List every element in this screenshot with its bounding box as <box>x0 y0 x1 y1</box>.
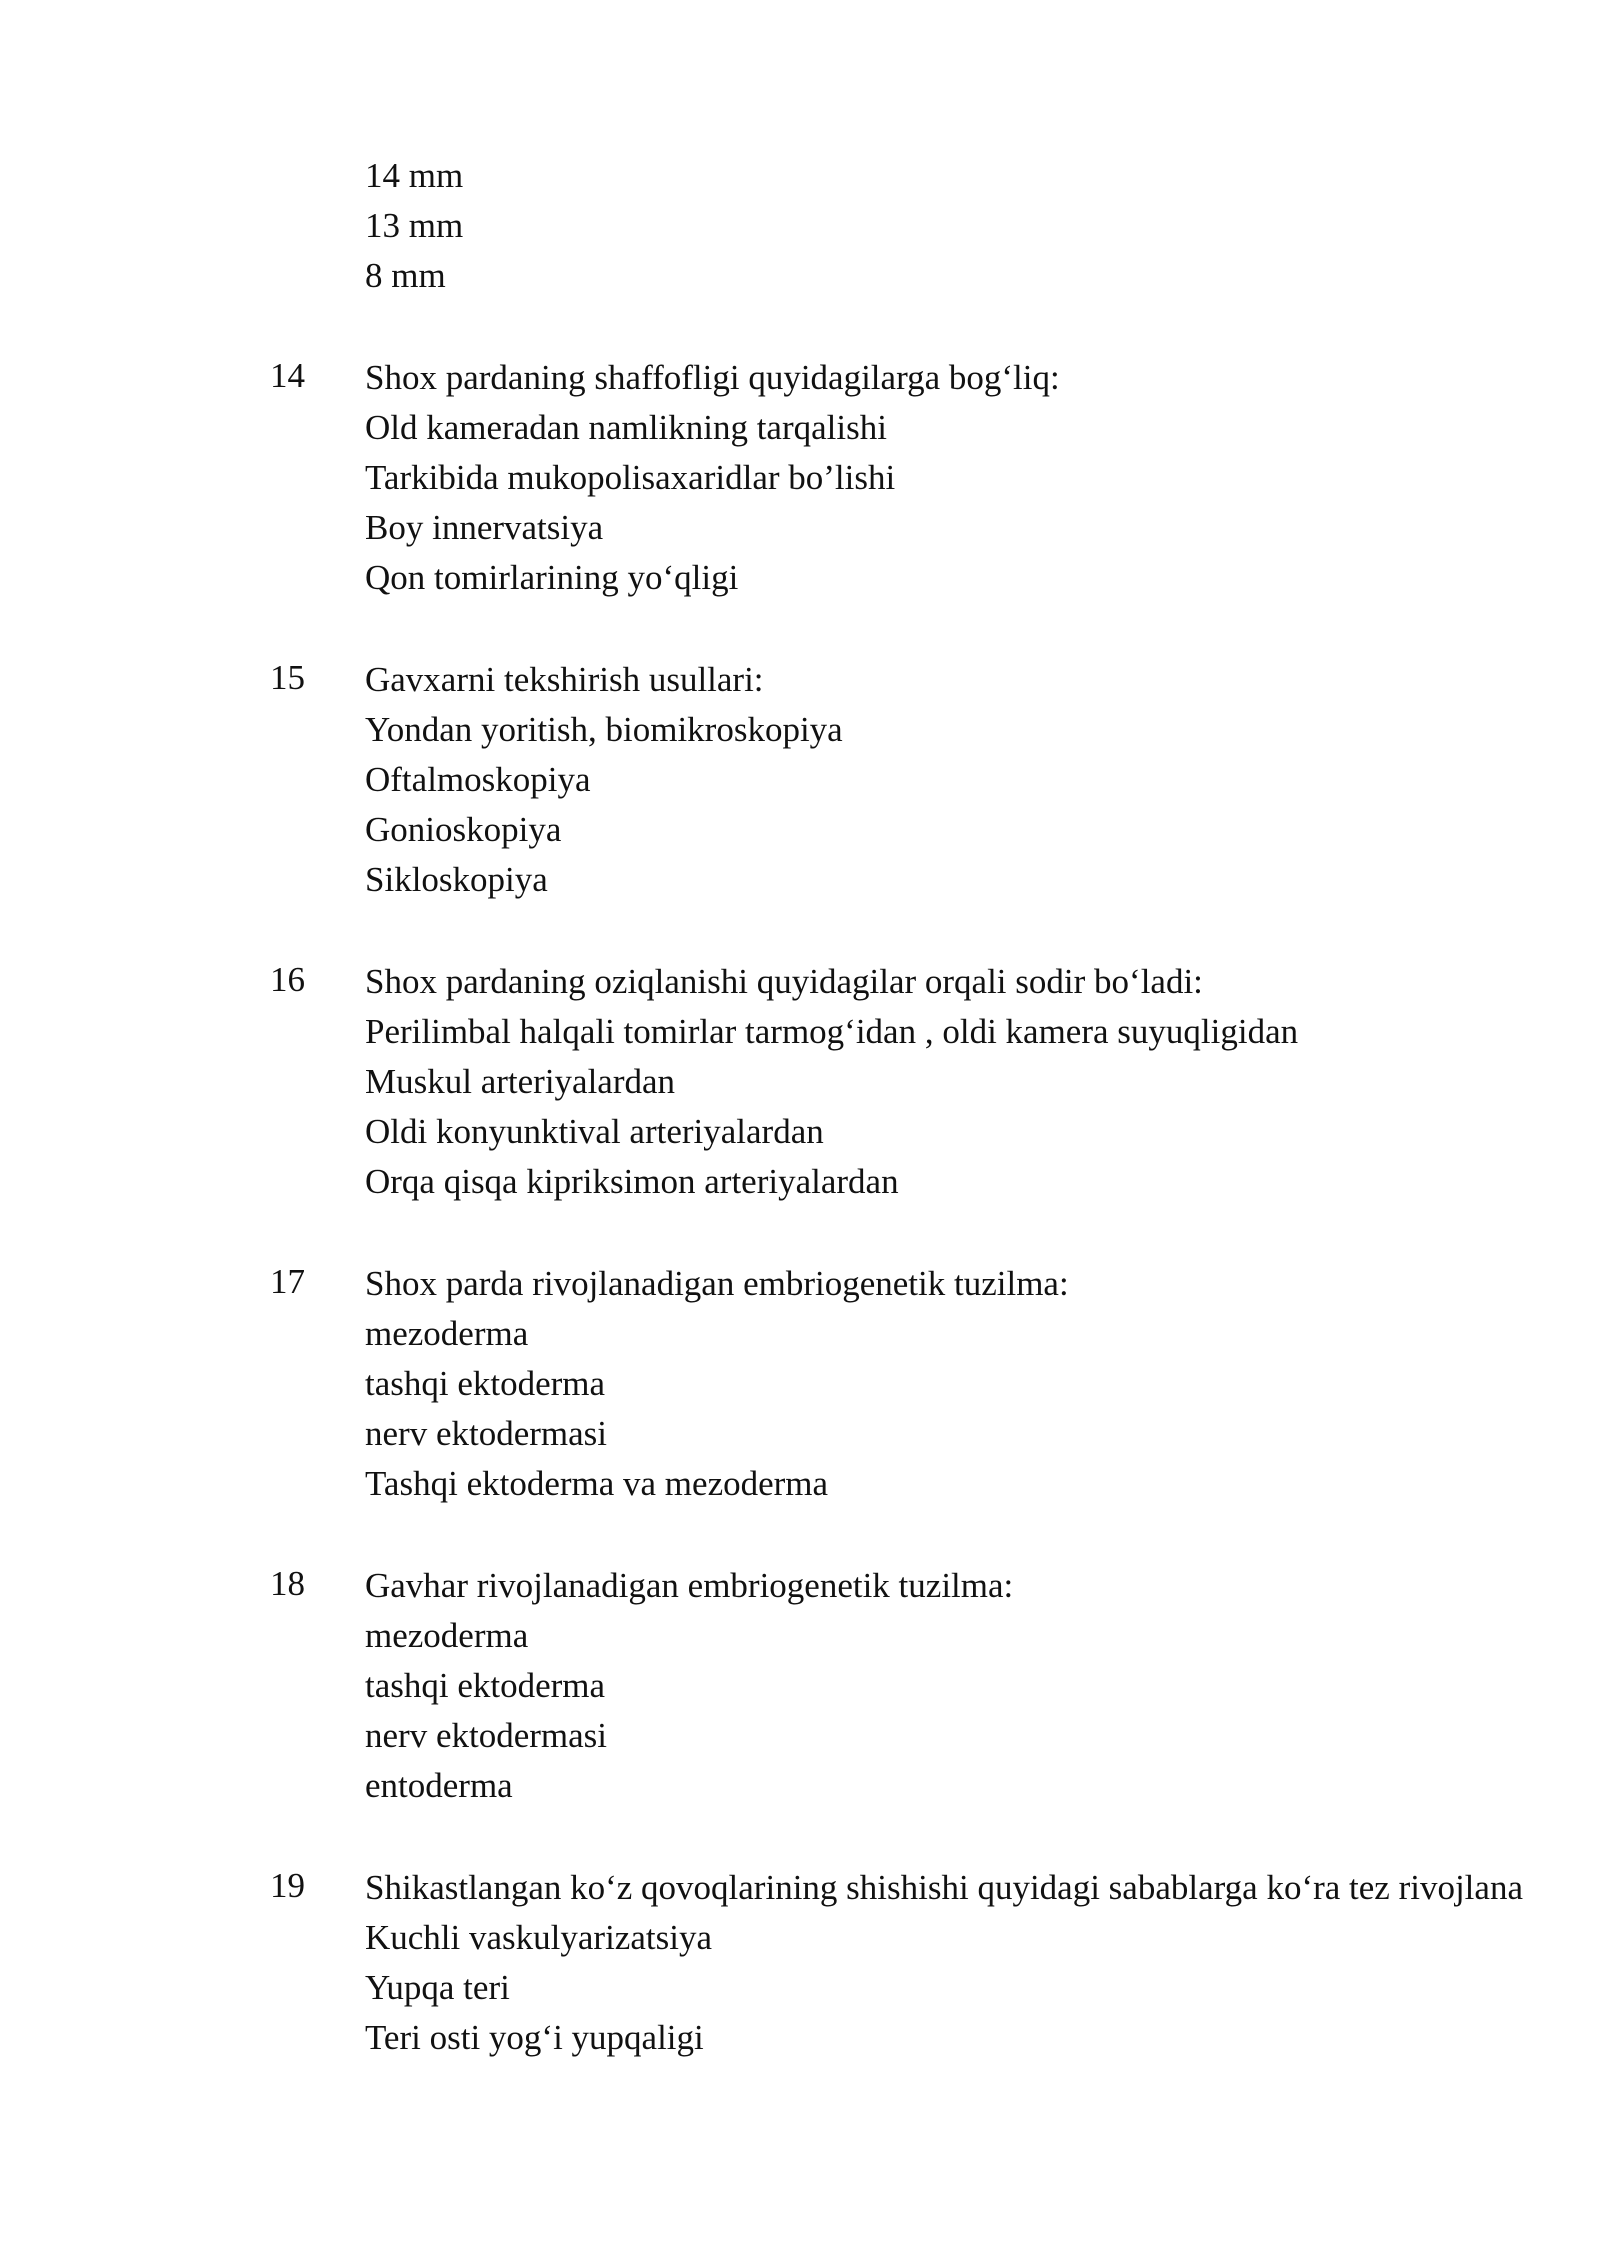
option-text: Perilimbal halqali tomirlar tarmog‘idan , oldi kamera suyuqligidan <box>365 1012 1299 1051</box>
question-number: 14 <box>270 356 305 395</box>
option-text: Oldi konyunktival arteriyalardan <box>365 1112 824 1151</box>
option-text: Boy innervatsiya <box>365 508 604 547</box>
option-text: tashqi ektoderma <box>365 1364 606 1403</box>
option-text: Teri osti yog‘i yupqaligi <box>365 2018 704 2057</box>
option-text: Qon tomirlarining yo‘qligi <box>365 558 739 597</box>
question-number: 15 <box>270 658 305 697</box>
option-text: nerv ektodermasi <box>365 1414 607 1453</box>
question-text: Shox pardaning oziqlanishi quyidagilar orqali sodir bo‘ladi: <box>365 962 1203 1001</box>
question-text: Shox parda rivojlanadigan embriogenetik tuzilma: <box>365 1264 1069 1303</box>
option-text: entoderma <box>365 1766 513 1805</box>
question-text: Shox pardaning shaffofligi quyidagilarga bog‘liq: <box>365 358 1060 397</box>
option-text: Kuchli vaskulyarizatsiya <box>365 1918 712 1957</box>
option-text: Tashqi ektoderma va mezoderma <box>365 1464 829 1503</box>
question-number: 18 <box>270 1564 305 1603</box>
option-text: nerv ektodermasi <box>365 1716 607 1755</box>
option-text: Old kameradan namlikning tarqalishi <box>365 408 887 447</box>
option-text: Orqa qisqa kipriksimon arteriyalardan <box>365 1162 899 1201</box>
option-text: mezoderma <box>365 1616 529 1655</box>
question-text: Gavxarni tekshirish usullari: <box>365 660 764 699</box>
option-text: 13 mm <box>365 206 464 245</box>
option-text: Tarkibida mukopolisaxaridlar bo’lishi <box>365 458 896 497</box>
question-text: Shikastlangan ko‘z qovoqlarining shishishi quyidagi sabablarga ko‘ra tez rivojlana <box>365 1868 1523 1907</box>
option-text: Sikloskopiya <box>365 860 548 899</box>
option-text: mezoderma <box>365 1314 529 1353</box>
question-number: 17 <box>270 1262 305 1301</box>
option-text: Yupqa teri <box>365 1968 510 2007</box>
option-text: 14 mm <box>365 156 464 195</box>
option-text: Oftalmoskopiya <box>365 760 591 799</box>
option-text: tashqi ektoderma <box>365 1666 606 1705</box>
option-text: Gonioskopiya <box>365 810 562 849</box>
question-text: Gavhar rivojlanadigan embriogenetik tuzilma: <box>365 1566 1014 1605</box>
question-number: 19 <box>270 1866 305 1905</box>
option-text: Yondan yoritish, biomikroskopiya <box>365 710 843 749</box>
question-number: 16 <box>270 960 305 999</box>
option-text: Muskul arteriyalardan <box>365 1062 676 1101</box>
option-text: 8 mm <box>365 256 446 295</box>
